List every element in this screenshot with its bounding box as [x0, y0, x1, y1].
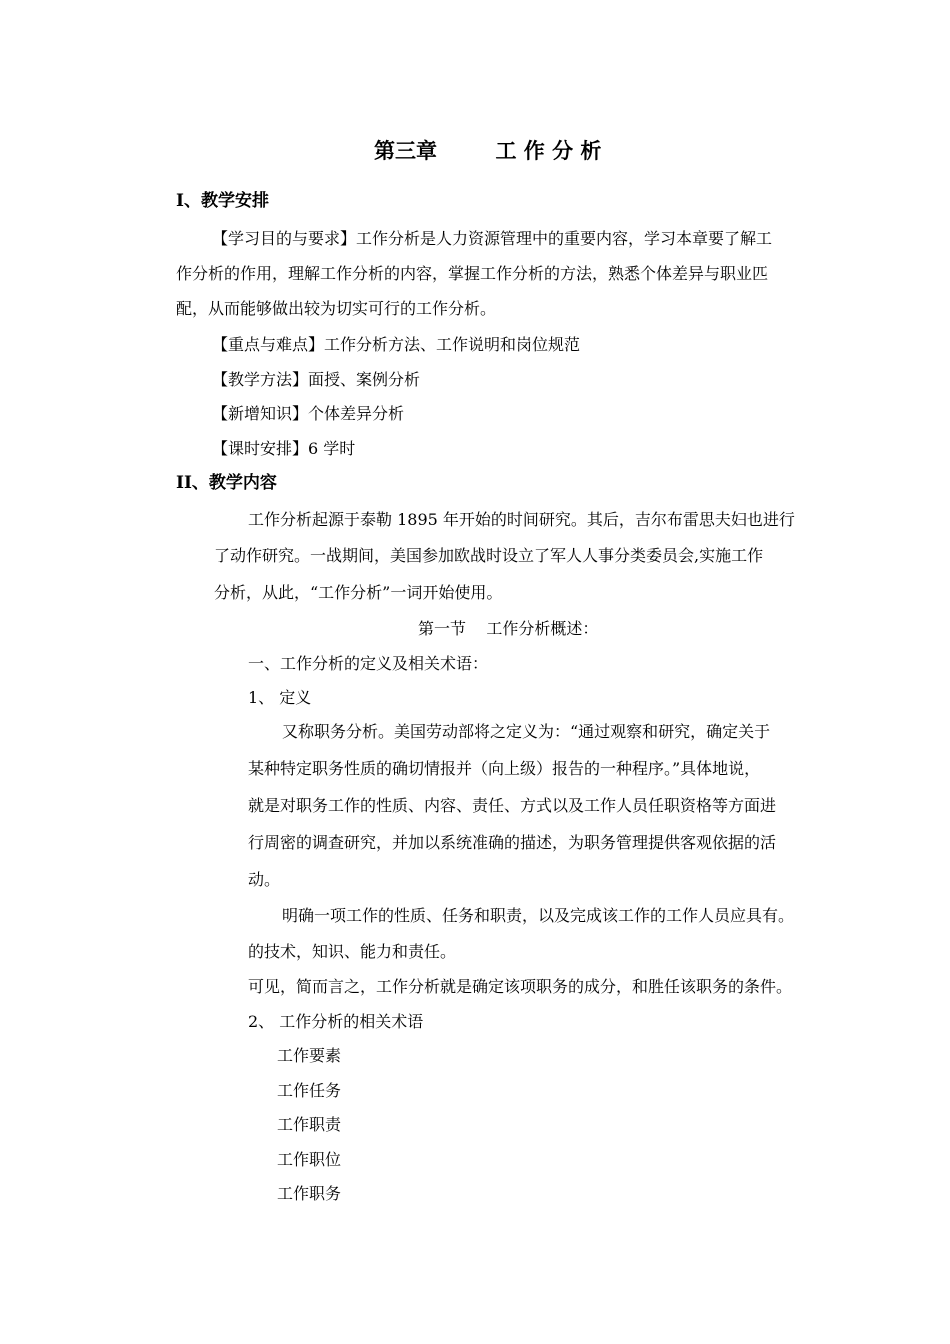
- section-heading-teaching-arrangement: I、教学安排: [176, 191, 269, 211]
- term-item: 工作要素: [277, 1046, 342, 1065]
- definition-line-5: 动。: [248, 870, 281, 889]
- definition-line-3: 就是对职务工作的性质、内容、责任、方式以及工作人员任职资格等方面进: [248, 796, 777, 815]
- goal-line-2: 作分析的作用，理解工作分析的内容，掌握工作分析的方法，熟悉个体差异与职业匹: [176, 264, 769, 283]
- section-heading-teaching-content: II、教学内容: [176, 473, 277, 493]
- summary-line: 可见，简而言之，工作分析就是确定该项职务的成分，和胜任该职务的条件。: [248, 977, 793, 996]
- class-hours-line: 【课时安排】6 学时: [212, 439, 356, 458]
- intro-line-2: 了动作研究。一战期间，美国参加欧战时设立了军人人事分类委员会,实施工作: [214, 546, 764, 565]
- intro-line-1: 工作分析起源于泰勒 1895 年开始的时间研究。其后，吉尔布雷思夫妇也进行: [248, 510, 795, 529]
- intro-line-3: 分析，从此，“工作分析”一词开始使用。: [214, 583, 503, 602]
- item1-title: 1、 定义: [248, 688, 312, 707]
- item2-title: 2、 工作分析的相关术语: [248, 1012, 424, 1031]
- subsection-title: 第一节 工作分析概述：: [418, 619, 599, 638]
- definition-line-2: 某种特定职务性质的确切情报并（向上级）报告的一种程序。”具体地说，: [248, 759, 761, 778]
- key-points-line: 【重点与难点】工作分析方法、工作说明和岗位规范: [212, 335, 581, 354]
- term-item: 工作职责: [277, 1115, 342, 1134]
- clarify-line-2: 的技术，知识、能力和责任。: [248, 942, 457, 961]
- goal-line-1: 【学习目的与要求】工作分析是人力资源管理中的重要内容，学习本章要了解工: [212, 229, 773, 248]
- teaching-method-line: 【教学方法】面授、案例分析: [212, 370, 421, 389]
- part1-title: 一、工作分析的定义及相关术语：: [248, 654, 489, 673]
- term-item: 工作任务: [277, 1081, 342, 1100]
- chapter-title: 第三章 工 作 分 析: [374, 138, 602, 163]
- definition-line-1: 又称职务分析。美国劳动部将之定义为：“通过观察和研究，确定关于: [282, 722, 771, 741]
- goal-line-3: 配，从而能够做出较为切实可行的工作分析。: [176, 299, 497, 318]
- clarify-line-1: 明确一项工作的性质、任务和职责，以及完成该工作的工作人员应具有。: [282, 906, 795, 925]
- new-knowledge-line: 【新增知识】个体差异分析: [212, 404, 405, 423]
- term-item: 工作职务: [277, 1184, 342, 1203]
- definition-line-4: 行周密的调查研究，并加以系统准确的描述，为职务管理提供客观依据的活: [248, 833, 777, 852]
- term-item: 工作职位: [277, 1150, 342, 1169]
